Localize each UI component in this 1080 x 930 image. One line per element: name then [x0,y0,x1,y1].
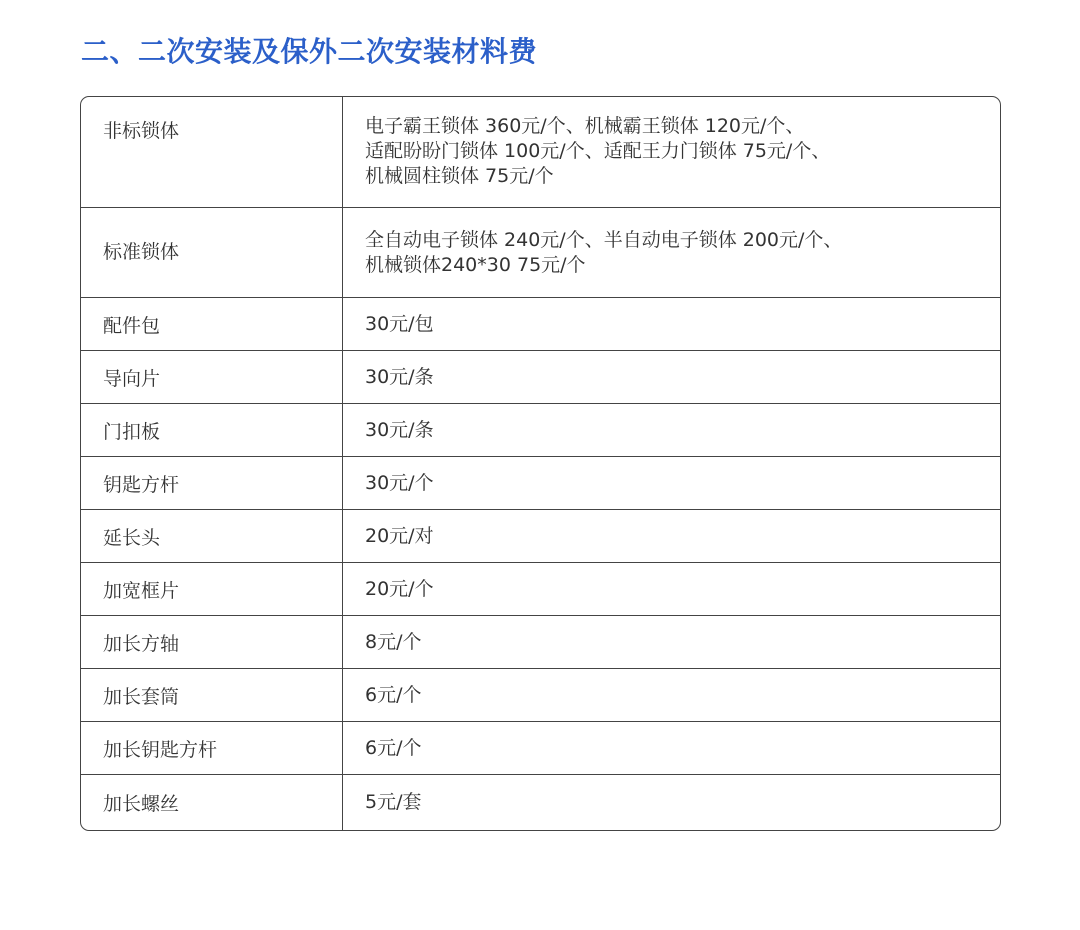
price-line: 30元/条 [365,418,434,441]
fee-table [80,96,1001,831]
table-row [81,97,1000,207]
price-line: 8元/个 [365,630,422,653]
table-row [81,350,1000,403]
table-row [81,562,1000,615]
item-name: 加长螺丝 [81,775,343,830]
item-price [343,404,1000,456]
item-name: 延长头 [81,510,343,562]
item-price [343,351,1000,403]
item-price [343,97,1000,207]
item-price [343,457,1000,509]
table-row [81,509,1000,562]
table-row [81,403,1000,456]
item-name: 门扣板 [81,404,343,456]
item-name: 钥匙方杆 [81,457,343,509]
price-line: 30元/条 [365,365,434,388]
price-line: 30元/个 [365,471,434,494]
page-title: 二、二次安装及保外二次安装材料费 [81,35,538,68]
item-price [343,510,1000,562]
table-row [81,774,1000,830]
table-row [81,297,1000,350]
table-row [81,456,1000,509]
price-line: 20元/个 [365,577,434,600]
price-line: 30元/包 [365,312,434,335]
price-line: 全自动电子锁体 240元/个、半自动电子锁体 200元/个、 [365,229,843,251]
item-name: 非标锁体 [81,97,343,207]
price-line: 电子霸王锁体 360元/个、机械霸王锁体 120元/个、 [365,115,805,137]
table-row [81,668,1000,721]
item-price [343,722,1000,774]
item-name: 加长套筒 [81,669,343,721]
item-price [343,616,1000,668]
price-line: 6元/个 [365,736,422,759]
item-name: 加长方轴 [81,616,343,668]
item-price [343,563,1000,615]
price-line: 适配盼盼门锁体 100元/个、适配王力门锁体 75元/个、 [365,140,831,162]
price-line: 6元/个 [365,683,422,706]
table-row [81,615,1000,668]
item-name: 加宽框片 [81,563,343,615]
item-name: 配件包 [81,298,343,350]
price-line: 20元/对 [365,524,434,547]
item-name: 导向片 [81,351,343,403]
item-name: 加长钥匙方杆 [81,722,343,774]
price-line: 5元/套 [365,791,422,813]
item-price [343,298,1000,350]
price-line: 机械圆柱锁体 75元/个 [365,165,554,187]
table-row [81,721,1000,774]
price-line: 机械锁体240*30 75元/个 [365,254,586,276]
item-name: 标准锁体 [81,208,343,297]
item-price [343,669,1000,721]
table-row [81,207,1000,297]
item-price [343,208,1000,297]
item-price [343,775,1000,830]
